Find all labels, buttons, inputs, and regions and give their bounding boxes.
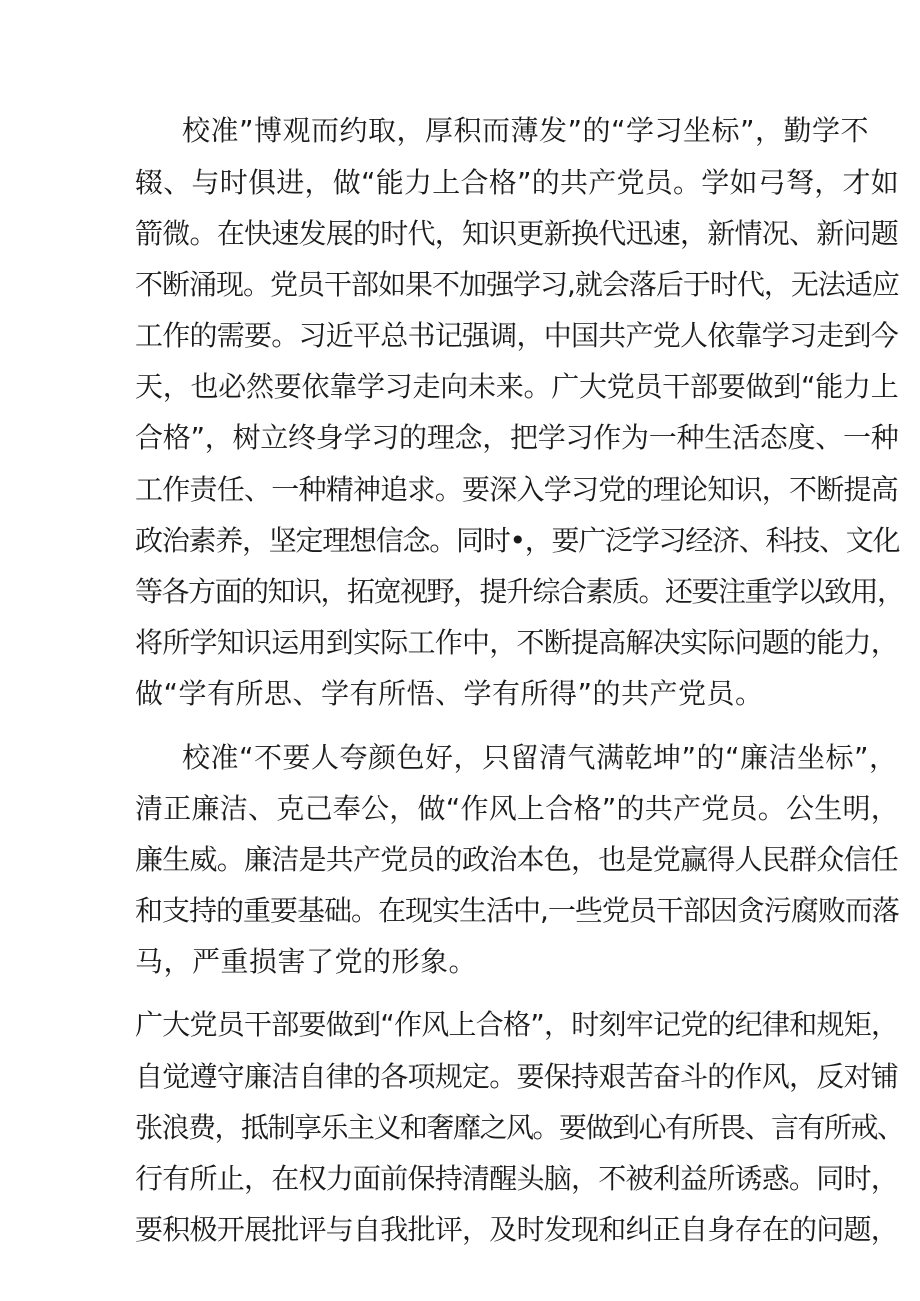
text-line: 廉生威。廉洁是共产党员的政治本色，也是党赢得人民群众信任 bbox=[135, 843, 899, 876]
text-line: 政治素养，坚定理想信念。同时•，要广泛学习经济、科技、文化 bbox=[135, 524, 900, 557]
text-line: 马，严重损害了党的形象。 bbox=[135, 945, 478, 978]
text-line: 要积极开展批评与自我批评，及时发现和纠正自身存在的问题， bbox=[135, 1213, 899, 1246]
text-line: 辍、与时俱进，做“能力上合格”的共产党员。学如弓弩，才如 bbox=[135, 166, 900, 199]
text-line: 做“学有所思、学有所悟、学有所得”的共产党员。 bbox=[135, 677, 764, 710]
text-line: 校准”博观而约取，厚积而薄发”的“学习坐标”，勤学不 bbox=[182, 114, 870, 147]
text-line: 合格”，树立终身学习的理念，把学习作为一种生活态度、一种 bbox=[135, 421, 899, 454]
text-line: 和支持的重要基础。在现实生活中,一些党员干部因贪污腐败而落 bbox=[135, 894, 899, 927]
text-line: 广大党员干部要做到“作风上合格”，时刻牢记党的纪律和规矩， bbox=[135, 1008, 899, 1041]
text-line: 行有所止，在权力面前保持清醒头脑，不被利益所诱惑。同时， bbox=[135, 1162, 899, 1195]
text-line: 等各方面的知识，拓宽视野，提升综合素质。还要注重学以致用， bbox=[135, 575, 904, 608]
text-line: 天，也必然要依靠学习走向未来。广大党员干部要做到“能力上 bbox=[135, 370, 899, 403]
text-line: 清正廉洁、克己奉公，做“作风上合格”的共产党员。公生明， bbox=[135, 792, 900, 825]
text-line: 箭微。在快速发展的时代，知识更新换代迅速，新情况、新问题 bbox=[135, 217, 899, 250]
text-line: 将所学知识运用到实际工作中，不断提高解决实际问题的能力， bbox=[135, 626, 899, 659]
text-line: 不断涌现。党员干部如果不加强学习,就会落后于时代，无法适应 bbox=[135, 268, 899, 301]
text-line: 工作责任、一种精神追求。要深入学习党的理论知识，不断提高 bbox=[135, 473, 899, 506]
text-line: 工作的需要。习近平总书记强调，中国共产党人依靠学习走到今 bbox=[135, 319, 899, 352]
text-line: 张浪费，抵制享乐主义和奢靡之风。要做到心有所畏、言有所戒、 bbox=[135, 1111, 904, 1144]
text-line: 自觉遵守廉洁自律的各项规定。要保持艰苦奋斗的作风，反对铺 bbox=[135, 1060, 899, 1093]
text-line: 校准“不要人夸颜色好，只留清气满乾坤”的“廉洁坐标”， bbox=[182, 741, 898, 774]
